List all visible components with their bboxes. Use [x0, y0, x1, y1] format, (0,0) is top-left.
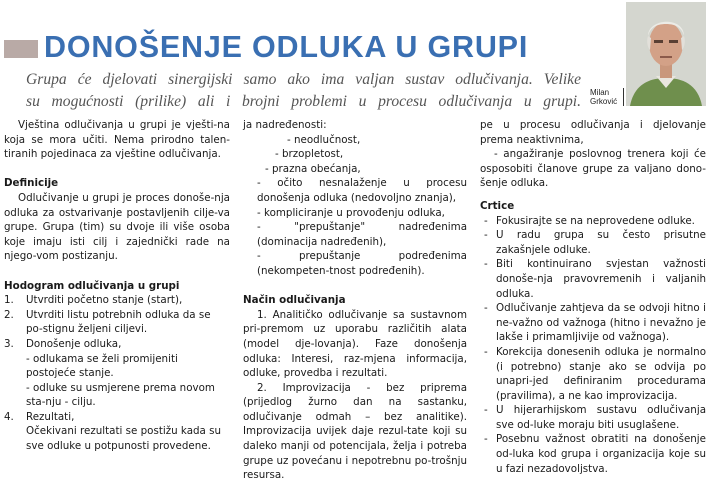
dash-icon: - [484, 229, 488, 242]
bullet-text: U radu grupa su često prisutne zakašnjele odluke. [496, 229, 706, 256]
list-item: - brzopletost, [275, 148, 344, 161]
dash-icon: - [484, 433, 488, 446]
list-item [480, 257, 706, 301]
author-portrait-image [626, 2, 706, 106]
bullet-text: Fokusirajte se na neprovedene odluke. [496, 214, 695, 227]
crtice-list [480, 214, 706, 477]
author-byline [590, 88, 624, 106]
lead-line-2: su mogućnosti (prilike) ali i brojni problemi u procesu odlučivanja u grupi. [26, 93, 581, 110]
column-2 [243, 118, 467, 483]
lead-line-1: Grupa će djelovati sinergijski samo ako ima valjan sustav odlučivanja. Velike [26, 71, 581, 88]
step3-sub-1: - odlukama se želi promijeniti postojeće stanje. [26, 352, 178, 380]
list-item [4, 410, 230, 425]
list-item [4, 308, 230, 337]
bullet-text: Korekcija donesenih odluka je normalno (i potrebno) stanje ako se odvija po unapri-jed definiranim procedurama (pravilima), a ne kao improvizacija. [496, 345, 706, 402]
step-number: 4. [4, 410, 14, 423]
list-item [480, 432, 706, 476]
dash-icon: - [484, 404, 488, 417]
nacin-heading: Način odlučivanja [243, 294, 346, 307]
bullet-text: Posebnu važnost obratiti na donošenje od-luka kod grupa i organizacija koje su u fazi nezadovoljstva. [496, 433, 706, 475]
list-item [480, 403, 706, 432]
nacin-paragraph-2: 2. Improvizacija - bez priprema (prijedlog žurno dan na sastanku, odlučivanje odmah – bez analitike). Improvizacija uvijek daje rezul-tate koji su daleko manji od potencijala, želja i potreba grupe uz povećanu i nepotrebnu po-trošnju resursa. [243, 381, 467, 482]
column-1 [4, 118, 230, 454]
problems-list [243, 133, 467, 279]
list-item [480, 345, 706, 403]
list-item [4, 337, 230, 352]
article-title: DONOŠENJE ODLUKA U GRUPI [44, 30, 529, 64]
nacin-paragraph-1: 1. Analitičko odlučivanje sa sustavnom pri-premom uz uporabu različitih alata (model dje-lovanja). Faze donošenja odluka: Interesi, raz-mjena informacija, odluke, provedba i rezultati. [243, 308, 467, 380]
hodogram-list [4, 293, 230, 351]
list-item: - "prepuštanje" nadređenima (dominacija nadređenih), [257, 221, 467, 248]
hodogram-list-cont [4, 410, 230, 425]
author-last-name: Grković [590, 97, 618, 106]
step-text: Utvrditi listu potrebnih odluka da se po-stignu željeni ciljevi. [26, 308, 211, 336]
step-number: 2. [4, 308, 14, 321]
article-lead [26, 69, 581, 113]
list-item [4, 293, 230, 308]
author-photo [626, 2, 706, 106]
hodogram-heading: Hodogram odlučivanja u grupi [4, 279, 180, 292]
list-item [480, 214, 706, 229]
dash-icon: - [484, 214, 488, 227]
dash-icon: - [484, 345, 488, 358]
list-item: - neodlučnost, [287, 133, 361, 146]
dash-icon: - [484, 258, 488, 271]
list-item: - prazna obećanja, [265, 162, 361, 175]
bullet-text: Odlučivanje zahtjeva da se odvoji hitno i ne-važno od važnoga (hitno i nevažno je lakše i primamljivije od važnoga). [496, 302, 706, 344]
step-number: 1. [4, 294, 14, 307]
author-first-name: Milan [590, 88, 610, 97]
list-item [480, 228, 706, 257]
bullet-text: U hijerarhijskom sustavu odlučivanja sve od-luke moraju biti usuglašene. [496, 404, 706, 431]
col3-top-text: pe u procesu odlučivanja i djelovanje prema neaktivnima, [480, 119, 706, 146]
dash-icon: - [484, 302, 488, 315]
column-3 [480, 118, 706, 476]
list-item [480, 301, 706, 345]
step-number: 3. [4, 337, 14, 350]
list-item: - prepuštanje podređenima (nekompeten-tnost podređenih). [257, 250, 467, 277]
intro-paragraph: Vještina odlučivanja u grupi je vješti-na koja se mora učiti. Nema prirodno talen-tiranih pojedinaca za vještine odlučivanja. [4, 119, 230, 161]
col2-top-text: ja nadređenosti: [243, 119, 327, 131]
definicije-paragraph: Odlučivanje u grupi je proces donoše-nja odluka za ostvarivanje postavljenih cilje-va grupe. Grupa (tim) su dvoje ili više osoba koje imaju isti cilj i zajednički rade na njego-vom postizanju. [4, 191, 230, 263]
title-accent-bar [4, 40, 38, 58]
step-text: Donošenje odluka, [26, 337, 122, 350]
list-item: - očito nesnalaženje u procesu donošenja odluka (nedovoljno znanja), [257, 177, 467, 204]
bullet-text: Biti kontinuirano svjestan važnosti donoše-nja pravovremenih i valjanih odluka. [496, 258, 706, 300]
crtice-heading: Crtice [480, 199, 515, 212]
step4-sub: Očekivani rezultati se postižu kada su sve odluke u potpunosti provedene. [26, 425, 222, 453]
col3-top-text-2: - angažiranje poslovnog trenera koji će osposobiti članove grupe za valjano dono-šenje odluka. [480, 148, 706, 190]
step-text: Utvrditi početno stanje (start), [26, 294, 183, 307]
definicije-heading: Definicije [4, 177, 59, 190]
step-text: Rezultati, [26, 410, 75, 423]
step3-sub-2: - odluke su usmjerene prema novom sta-nju - cilju. [26, 381, 215, 409]
list-item: - kompliciranje u provođenju odluka, [257, 206, 445, 219]
